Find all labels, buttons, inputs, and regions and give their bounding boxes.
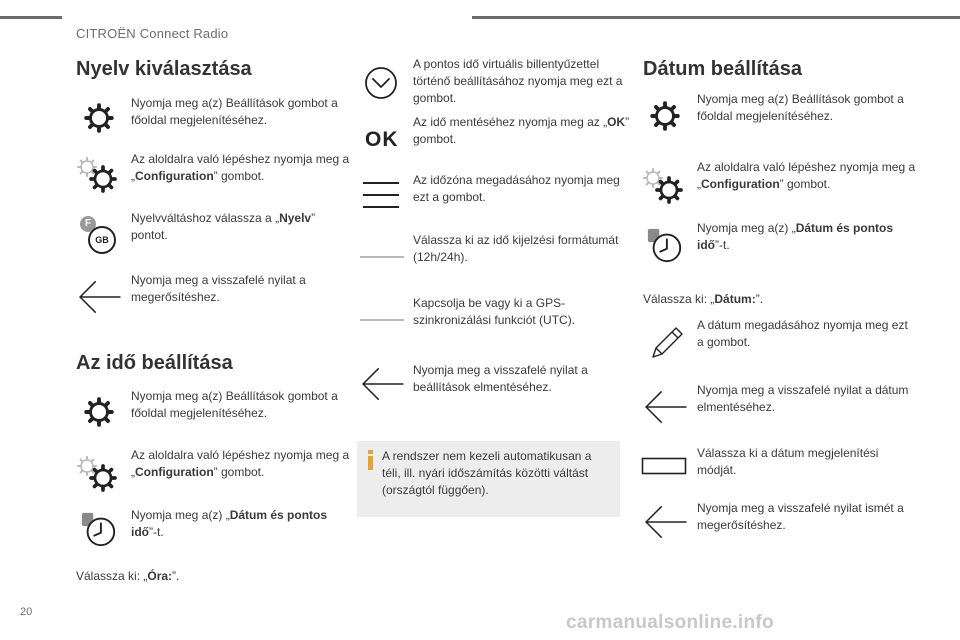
- configuration-gears-icon: [641, 166, 685, 206]
- settings-gear-icon: [648, 99, 682, 133]
- configuration-gears-icon: [75, 155, 119, 195]
- date-time-clock-icon: [80, 510, 118, 548]
- date-time-clock-icon: [646, 226, 684, 264]
- step-text: Nyomja meg a visszafelé nyilat a dátum elmentéséhez.: [697, 383, 909, 414]
- step-text: Az időzóna megadásához nyomja meg ezt a gombot.: [413, 173, 620, 204]
- settings-gear-icon: [82, 395, 116, 429]
- select-date-text: Válassza ki: „Dátum:”.: [643, 292, 764, 306]
- step-text: Nyomja meg a(z) Beállítások gombot a főoldal megjelenítéséhez.: [697, 92, 904, 123]
- step-text: Az aloldalra való lépéshez nyomja meg a „Configuration” gombot.: [131, 152, 350, 183]
- date-format-icon: [641, 457, 687, 475]
- step-text: Nyomja meg a(z) „Dátum és pontos idő”-t.: [697, 221, 894, 252]
- toggle-line-icon: [360, 255, 404, 259]
- step-text: Válassza ki az idő kijelzési formátumát (12h/24h).: [413, 233, 619, 264]
- heading-time: Az idő beállítása: [76, 352, 233, 374]
- select-hour-text: Válassza ki: „Óra:”.: [76, 569, 180, 583]
- step-text: Az aloldalra való lépéshez nyomja meg a „Configuration” gombot.: [131, 448, 350, 479]
- heading-language: Nyelv kiválasztása: [76, 58, 252, 80]
- page-header: [0, 0, 960, 40]
- step-text: A pontos idő virtuális billentyűzettel történő beállításához nyomja meg ezt a gombot.: [413, 57, 623, 105]
- settings-gear-icon: [82, 101, 116, 135]
- header-line-left: [0, 16, 62, 19]
- configuration-gears-icon: [75, 454, 119, 494]
- step-text: Kapcsolja be vagy ki a GPS-szinkronizálási funkciót (UTC).: [413, 296, 576, 327]
- step-text: Nyomja meg a(z) Beállítások gombot a főoldal megjelenítéséhez.: [131, 389, 338, 420]
- step-text: Nyelvváltáshoz válassza a „Nyelv” pontot.: [131, 211, 316, 242]
- ok-icon: OK: [365, 128, 399, 151]
- step-text: Az idő mentéséhez nyomja meg az „OK” gombot.: [413, 115, 630, 146]
- back-arrow-icon: [642, 503, 690, 541]
- step-text: Válassza ki a dátum megjelenítési módját.: [697, 446, 879, 477]
- back-arrow-icon: [76, 278, 124, 316]
- step-text: Nyomja meg a visszafelé nyilat a megerősítéshez.: [131, 273, 306, 304]
- menu-list-icon: [362, 180, 400, 210]
- chevron-down-circle-icon: [364, 66, 398, 100]
- heading-date: Dátum beállítása: [643, 58, 802, 80]
- page-number: 20: [20, 606, 33, 618]
- header-line-right: [472, 16, 960, 19]
- step-text: Nyomja meg a(z) Beállítások gombot a főoldal megjelenítéséhez.: [131, 96, 338, 127]
- watermark: carmanualsonline.info: [566, 612, 774, 633]
- step-text: Nyomja meg a visszafelé nyilat a beállítások elmentéséhez.: [413, 363, 588, 394]
- pencil-edit-icon: [648, 326, 684, 362]
- toggle-line-icon: [360, 318, 404, 322]
- info-icon: [366, 450, 376, 470]
- info-note-text: A rendszer nem kezeli automatikusan a téli, ill. nyári időszámítás közötti váltást (országtól függően).: [382, 449, 592, 497]
- header-title: CITROËN Connect Radio: [76, 26, 229, 41]
- back-arrow-icon: [642, 388, 690, 426]
- step-text: Az aloldalra való lépéshez nyomja meg a „Configuration” gombot.: [697, 160, 916, 191]
- step-text: Nyomja meg a visszafelé nyilat ismét a megerősítéshez.: [697, 501, 904, 532]
- step-text: Nyomja meg a(z) „Dátum és pontos idő”-t.: [131, 508, 328, 539]
- language-flag-icon: F GB: [80, 216, 116, 252]
- back-arrow-icon: [359, 365, 407, 403]
- step-text: A dátum megadásához nyomja meg ezt a gombot.: [697, 318, 908, 349]
